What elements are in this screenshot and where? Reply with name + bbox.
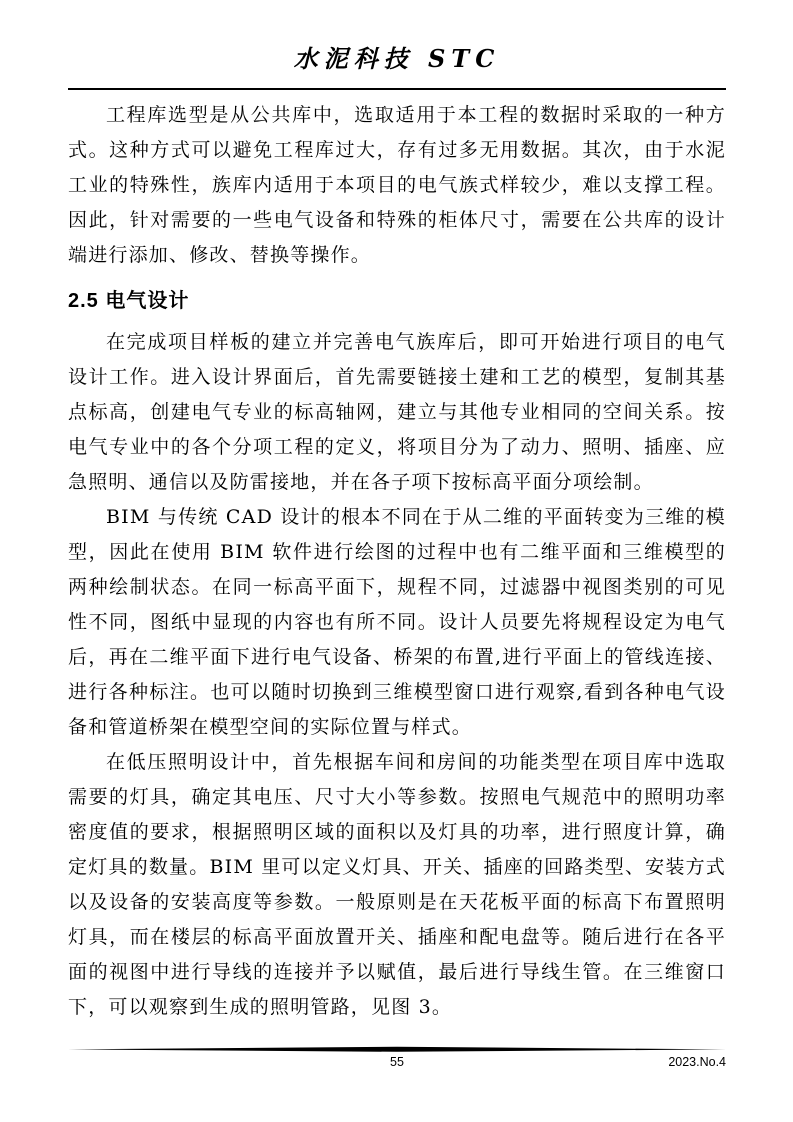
- paragraph-engineering-library: 工程库选型是从公共库中，选取适用于本工程的数据时采取的一种方式。这种方式可以避免工程库过大，存有过多无用数据。其次，由于水泥工业的特殊性，族库内适用于本项目的电气族式样较少，难以支撑工程。因此，针对需要的一些电气设备和特殊的柜体尺寸，需要在公共库的设计端进行添加、修改、替换等操作。: [68, 104, 726, 266]
- journal-title: 水泥科技 STC: [293, 44, 501, 73]
- page-header: [68, 44, 726, 90]
- section-heading-electrical-design: 2.5 电气设计: [68, 290, 190, 312]
- page-number: 55: [390, 1055, 404, 1069]
- header-rule: [68, 88, 726, 90]
- document-body: [68, 98, 726, 1025]
- paragraph-electrical-design-workflow: 在完成项目样板的建立并完善电气族库后，即可开始进行项目的电气设计工作。进入设计界面后，首先需要链接土建和工艺的模型，复制其基点标高，创建电气专业的标高轴网，建立与其他专业相同的空间关系。按电气专业中的各个分项工程的定义，将项目分为了动力、照明、插座、应急照明、通信以及防雷接地，并在各子项下按标高平面分项绘制。: [68, 331, 726, 493]
- paragraph-low-voltage-lighting: 在低压照明设计中，首先根据车间和房间的功能类型在项目库中选取需要的灯具，确定其电压、尺寸大小等参数。按照电气规范中的照明功率密度值的要求，根据照明区域的面积以及灯具的功率，进行照度计算，确定灯具的数量。BIM 里可以定义灯具、开关、插座的回路类型、安装方式以及设备的安装高度等参数。一般原则是在天花板平面的标高下布置照明灯具，而在楼层的标高平面放置开关、插座和配电盘等。随后进行在各平面的视图中进行导线的连接并予以赋值，最后进行导线生管。在三维窗口下，可以观察到生成的照明管路，见图 3。: [68, 751, 726, 1018]
- footer-tapered-rule: [68, 1046, 726, 1053]
- footer-meta: [68, 1054, 726, 1072]
- issue-number: 2023.No.4: [668, 1055, 726, 1069]
- page-footer: [68, 1046, 726, 1072]
- paragraph-bim-vs-cad: BIM 与传统 CAD 设计的根本不同在于从二维的平面转变为三维的模型，因此在使用 BIM 软件进行绘图的过程中也有二维平面和三维模型的两种绘制状态。在同一标高平面下，规程不同，过滤器中视图类别的可见性不同，图纸中显现的内容也有所不同。设计人员要先将规程设定为电气后，再在二维平面下进行电气设备、桥架的布置,进行平面上的管线连接、进行各种标注。也可以随时切换到三维模型窗口进行观察,看到各种电气设备和管道桥架在模型空间的实际位置与样式。: [68, 506, 726, 738]
